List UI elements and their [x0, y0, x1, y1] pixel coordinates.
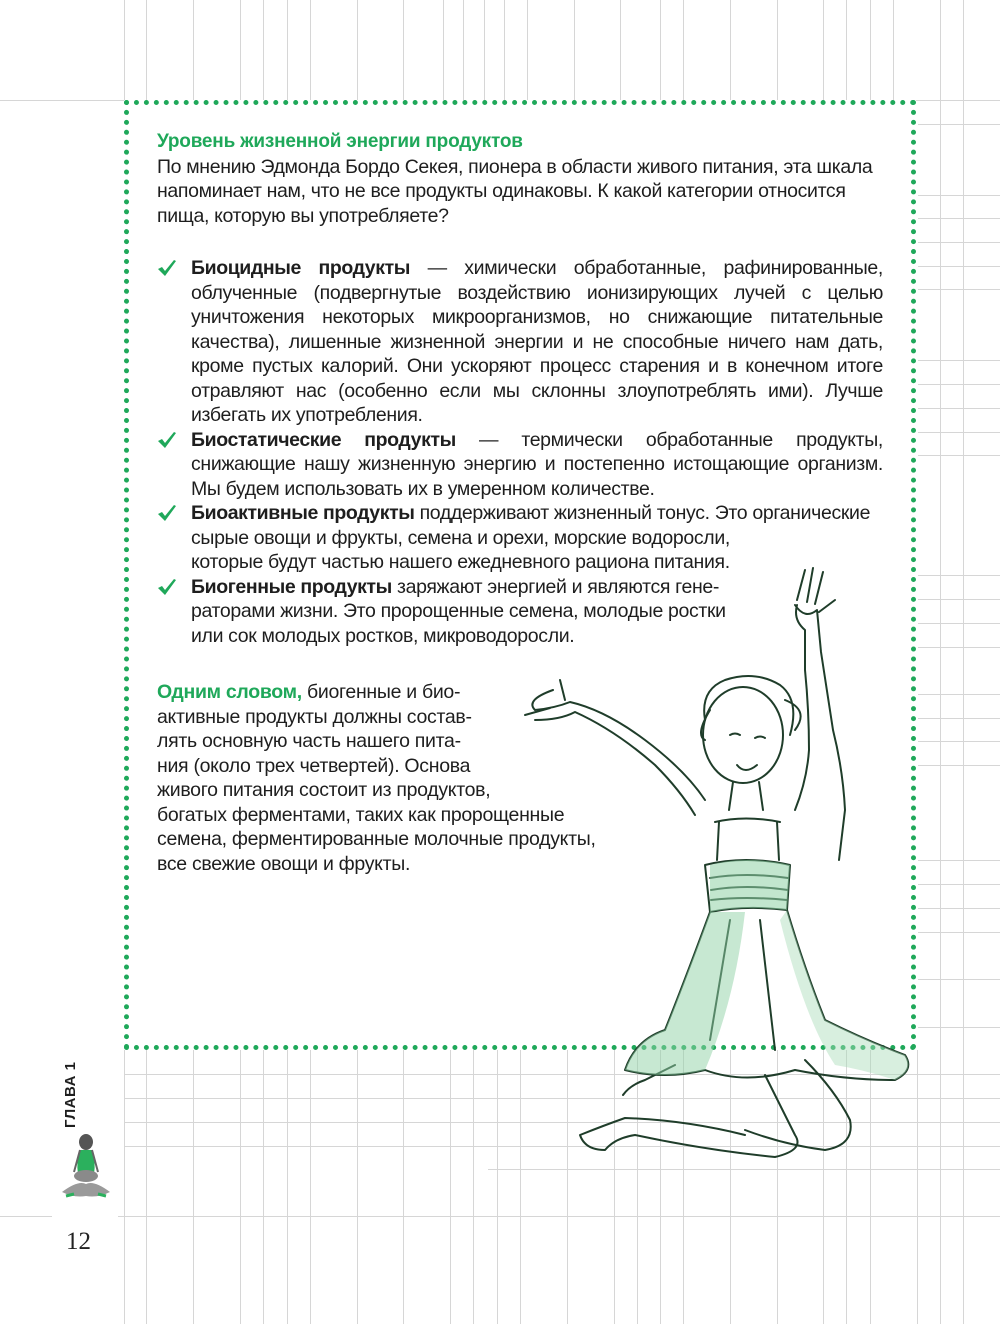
item-text: заряжают энергией и являются гене- [391, 575, 720, 598]
grid-line [918, 623, 1000, 624]
grid-line [146, 0, 147, 100]
item-text: — химически обработанные, рафинированные, облученные (подвергнутые воздействию ионизирующих лучей с целью уничтожения некоторых микроорганизмов, но снижающие питательные качества), лишенные жизненной энергии и не способные ничего нам дать, кроме пустых калорий. Они ускоряют процесс старения и в конечном итоге отравляют нас (особенно если мы склонны злоупотреблять ими). Лучше избегать их употребления. [191, 257, 883, 426]
grid-line [918, 599, 1000, 600]
check-icon [157, 259, 177, 277]
grid-line [146, 1050, 147, 1324]
grid-line [240, 1050, 241, 1324]
summary-line: активные продукты должны состав- [157, 705, 472, 728]
grid-line [918, 242, 1000, 243]
grid-line [918, 575, 1000, 576]
summary-line: живого питания состоит из продуктов, [157, 779, 491, 801]
grid-line [473, 1050, 474, 1324]
summary-line: лять основную часть нашего пита- [157, 730, 461, 752]
grid-line [574, 0, 575, 100]
grid-line [918, 360, 1000, 361]
grid-line [357, 1050, 358, 1324]
summary-line: семена, ферментированные молочные продукты, [157, 828, 596, 850]
summary-line: все свежие овощи и фрукты. [157, 852, 411, 875]
grid-line [918, 266, 1000, 267]
box-header [157, 130, 883, 228]
grid-line [240, 0, 241, 100]
grid-line [310, 1050, 311, 1324]
grid-line [918, 1027, 1000, 1028]
page-number: 12 [66, 1228, 91, 1255]
grid-line [124, 1050, 125, 1324]
grid-line [484, 0, 485, 100]
grid-line [918, 979, 1000, 980]
grid-line [918, 408, 1000, 409]
grid-line [403, 1050, 404, 1324]
grid-line [918, 195, 1000, 196]
summary-lead: Одним словом, [157, 681, 302, 703]
grid-line [263, 1050, 264, 1324]
grid-line [918, 718, 1000, 719]
grid-line [463, 0, 464, 100]
grid-line [918, 932, 1000, 933]
item-text: поддерживают жизненный тонус. Это органические [414, 502, 871, 524]
grid-line [823, 0, 824, 100]
grid-line [450, 1050, 451, 1324]
grid-line [660, 0, 661, 100]
grid-line [730, 0, 731, 100]
grid-line [488, 1169, 1000, 1170]
grid-line [918, 455, 1000, 456]
grid-line [620, 0, 621, 100]
term-biocidal: Биоцидные продукты [191, 257, 411, 279]
grid-line [124, 0, 125, 100]
grid-line [287, 1050, 288, 1324]
item-text: — термически обработанные продукты, снижающие нашу жизненную энергию и постепенно истощающие организм. Мы будем использовать их в умеренном количестве. [191, 428, 883, 500]
grid-line [918, 908, 1000, 909]
grid-line [287, 0, 288, 100]
grid-line [777, 0, 778, 100]
check-icon [157, 578, 177, 596]
jumping-woman-illustration [505, 560, 925, 1165]
grid-line [497, 1050, 498, 1324]
list-item [157, 428, 883, 502]
grid-line [193, 1050, 194, 1324]
grid-line [918, 694, 1000, 695]
summary-line: биогенные и био- [301, 681, 461, 703]
grid-line [683, 0, 684, 100]
grid-line [263, 0, 264, 100]
summary-line: богатых ферментами, таких как пророщенные [157, 803, 565, 826]
sitting-woman-icon [58, 1132, 114, 1204]
list-item [157, 256, 883, 428]
item-text-line: раторами жизни. Это пророщенные семена, молодые ростки [191, 600, 726, 622]
item-text-line: которые будут частью нашего ежедневного рациона питания. [191, 551, 730, 573]
term-bioactive: Биоактивные продукты [191, 502, 415, 524]
term-biogenic: Биогенные продукты [191, 575, 392, 598]
grid-line [918, 741, 1000, 742]
grid-line [940, 0, 941, 1324]
grid-line [403, 0, 404, 100]
grid-line [527, 0, 528, 100]
check-icon [157, 431, 177, 449]
intro-paragraph: По мнению Эдмонда Бордо Секея, пионера в области живого питания, эта шкала напоминает нам, что не все продукты одинаковы. К какой категории относится пища, которую вы употребляете? [157, 155, 873, 227]
summary-line: ния (около трех четвертей). Основа [157, 754, 471, 777]
item-text-line: сырые овощи и фрукты, семена и орехи, морские водоросли, [191, 526, 730, 549]
chapter-label: ГЛАВА 1 [62, 1061, 79, 1128]
grid-line [918, 860, 1000, 861]
grid-line [918, 124, 1000, 125]
item-text-line: или сок молодых ростков, микроводоросли. [191, 624, 575, 647]
term-biostatic: Биостатические продукты [191, 428, 456, 451]
grid-line [870, 0, 871, 100]
grid-line [918, 384, 1000, 385]
grid-line [918, 432, 1000, 433]
grid-line [310, 0, 311, 100]
grid-line [918, 289, 1000, 290]
section-heading: Уровень жизненной энергии продуктов [157, 131, 523, 152]
grid-line [443, 0, 444, 100]
grid-line [504, 0, 505, 100]
grid-line [0, 1216, 1000, 1217]
check-icon [157, 504, 177, 522]
grid-line [846, 0, 847, 100]
grid-line [918, 765, 1000, 766]
grid-line [963, 0, 964, 1324]
grid-line [918, 647, 1000, 648]
grid-line [357, 0, 358, 100]
grid-line [893, 0, 894, 100]
grid-line [918, 884, 1000, 885]
grid-line [918, 218, 1000, 219]
grid-line [193, 0, 194, 100]
